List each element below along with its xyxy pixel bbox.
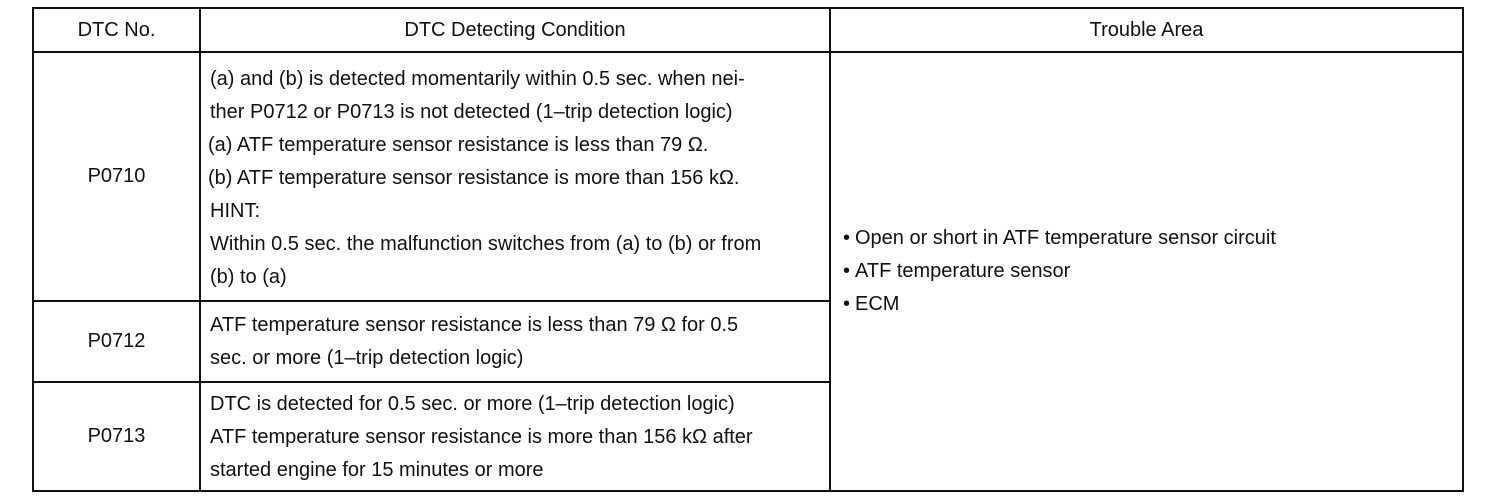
header-trouble-area: Trouble Area [830,8,1463,52]
trouble-area-text: ATF temperature sensor [855,260,1071,282]
condition-line: (a) ATF temperature sensor resistance is less than 79 Ω. [208,134,709,156]
trouble-area-text: ECM [855,293,900,315]
trouble-area-cell [830,52,1463,491]
trouble-area-item [843,255,1452,288]
dtc-code: P0713 [33,382,200,491]
condition-line: (b) to (a) [210,266,287,288]
bullet-icon: • [843,260,851,282]
condition-line: ther P0712 or P0713 is not detected (1–trip detection logic) [210,101,733,123]
bullet-icon: • [843,293,851,315]
trouble-area-item [843,288,1452,321]
dtc-table-container [32,7,1462,492]
header-dtc-no: DTC No. [33,8,200,52]
trouble-area-list [843,222,1452,321]
trouble-area-item [843,222,1452,255]
condition-line: (b) ATF temperature sensor resistance is more than 156 kΩ. [208,167,740,189]
trouble-area-text: Open or short in ATF temperature sensor circuit [855,227,1276,249]
dtc-code: P0712 [33,301,200,382]
condition-line: started engine for 15 minutes or more [210,459,544,481]
condition-line: sec. or more (1–trip detection logic) [210,347,524,369]
header-detecting-condition: DTC Detecting Condition [200,8,830,52]
condition-line: Within 0.5 sec. the malfunction switches from (a) to (b) or from [210,233,762,255]
table-row [33,52,1463,301]
condition-line: ATF temperature sensor resistance is less than 79 Ω for 0.5 [210,314,739,336]
condition-line: ATF temperature sensor resistance is more than 156 kΩ after [210,426,753,448]
header-row [33,8,1463,52]
bullet-icon: • [843,227,851,249]
condition-line: (a) and (b) is detected momentarily within 0.5 sec. when nei- [210,68,745,90]
condition-line: HINT: [210,200,260,222]
detecting-condition [200,52,830,301]
dtc-code: P0710 [33,52,200,301]
dtc-table [32,7,1464,492]
detecting-condition [200,301,830,382]
detecting-condition [200,382,830,491]
condition-line: DTC is detected for 0.5 sec. or more (1–trip detection logic) [210,393,735,415]
